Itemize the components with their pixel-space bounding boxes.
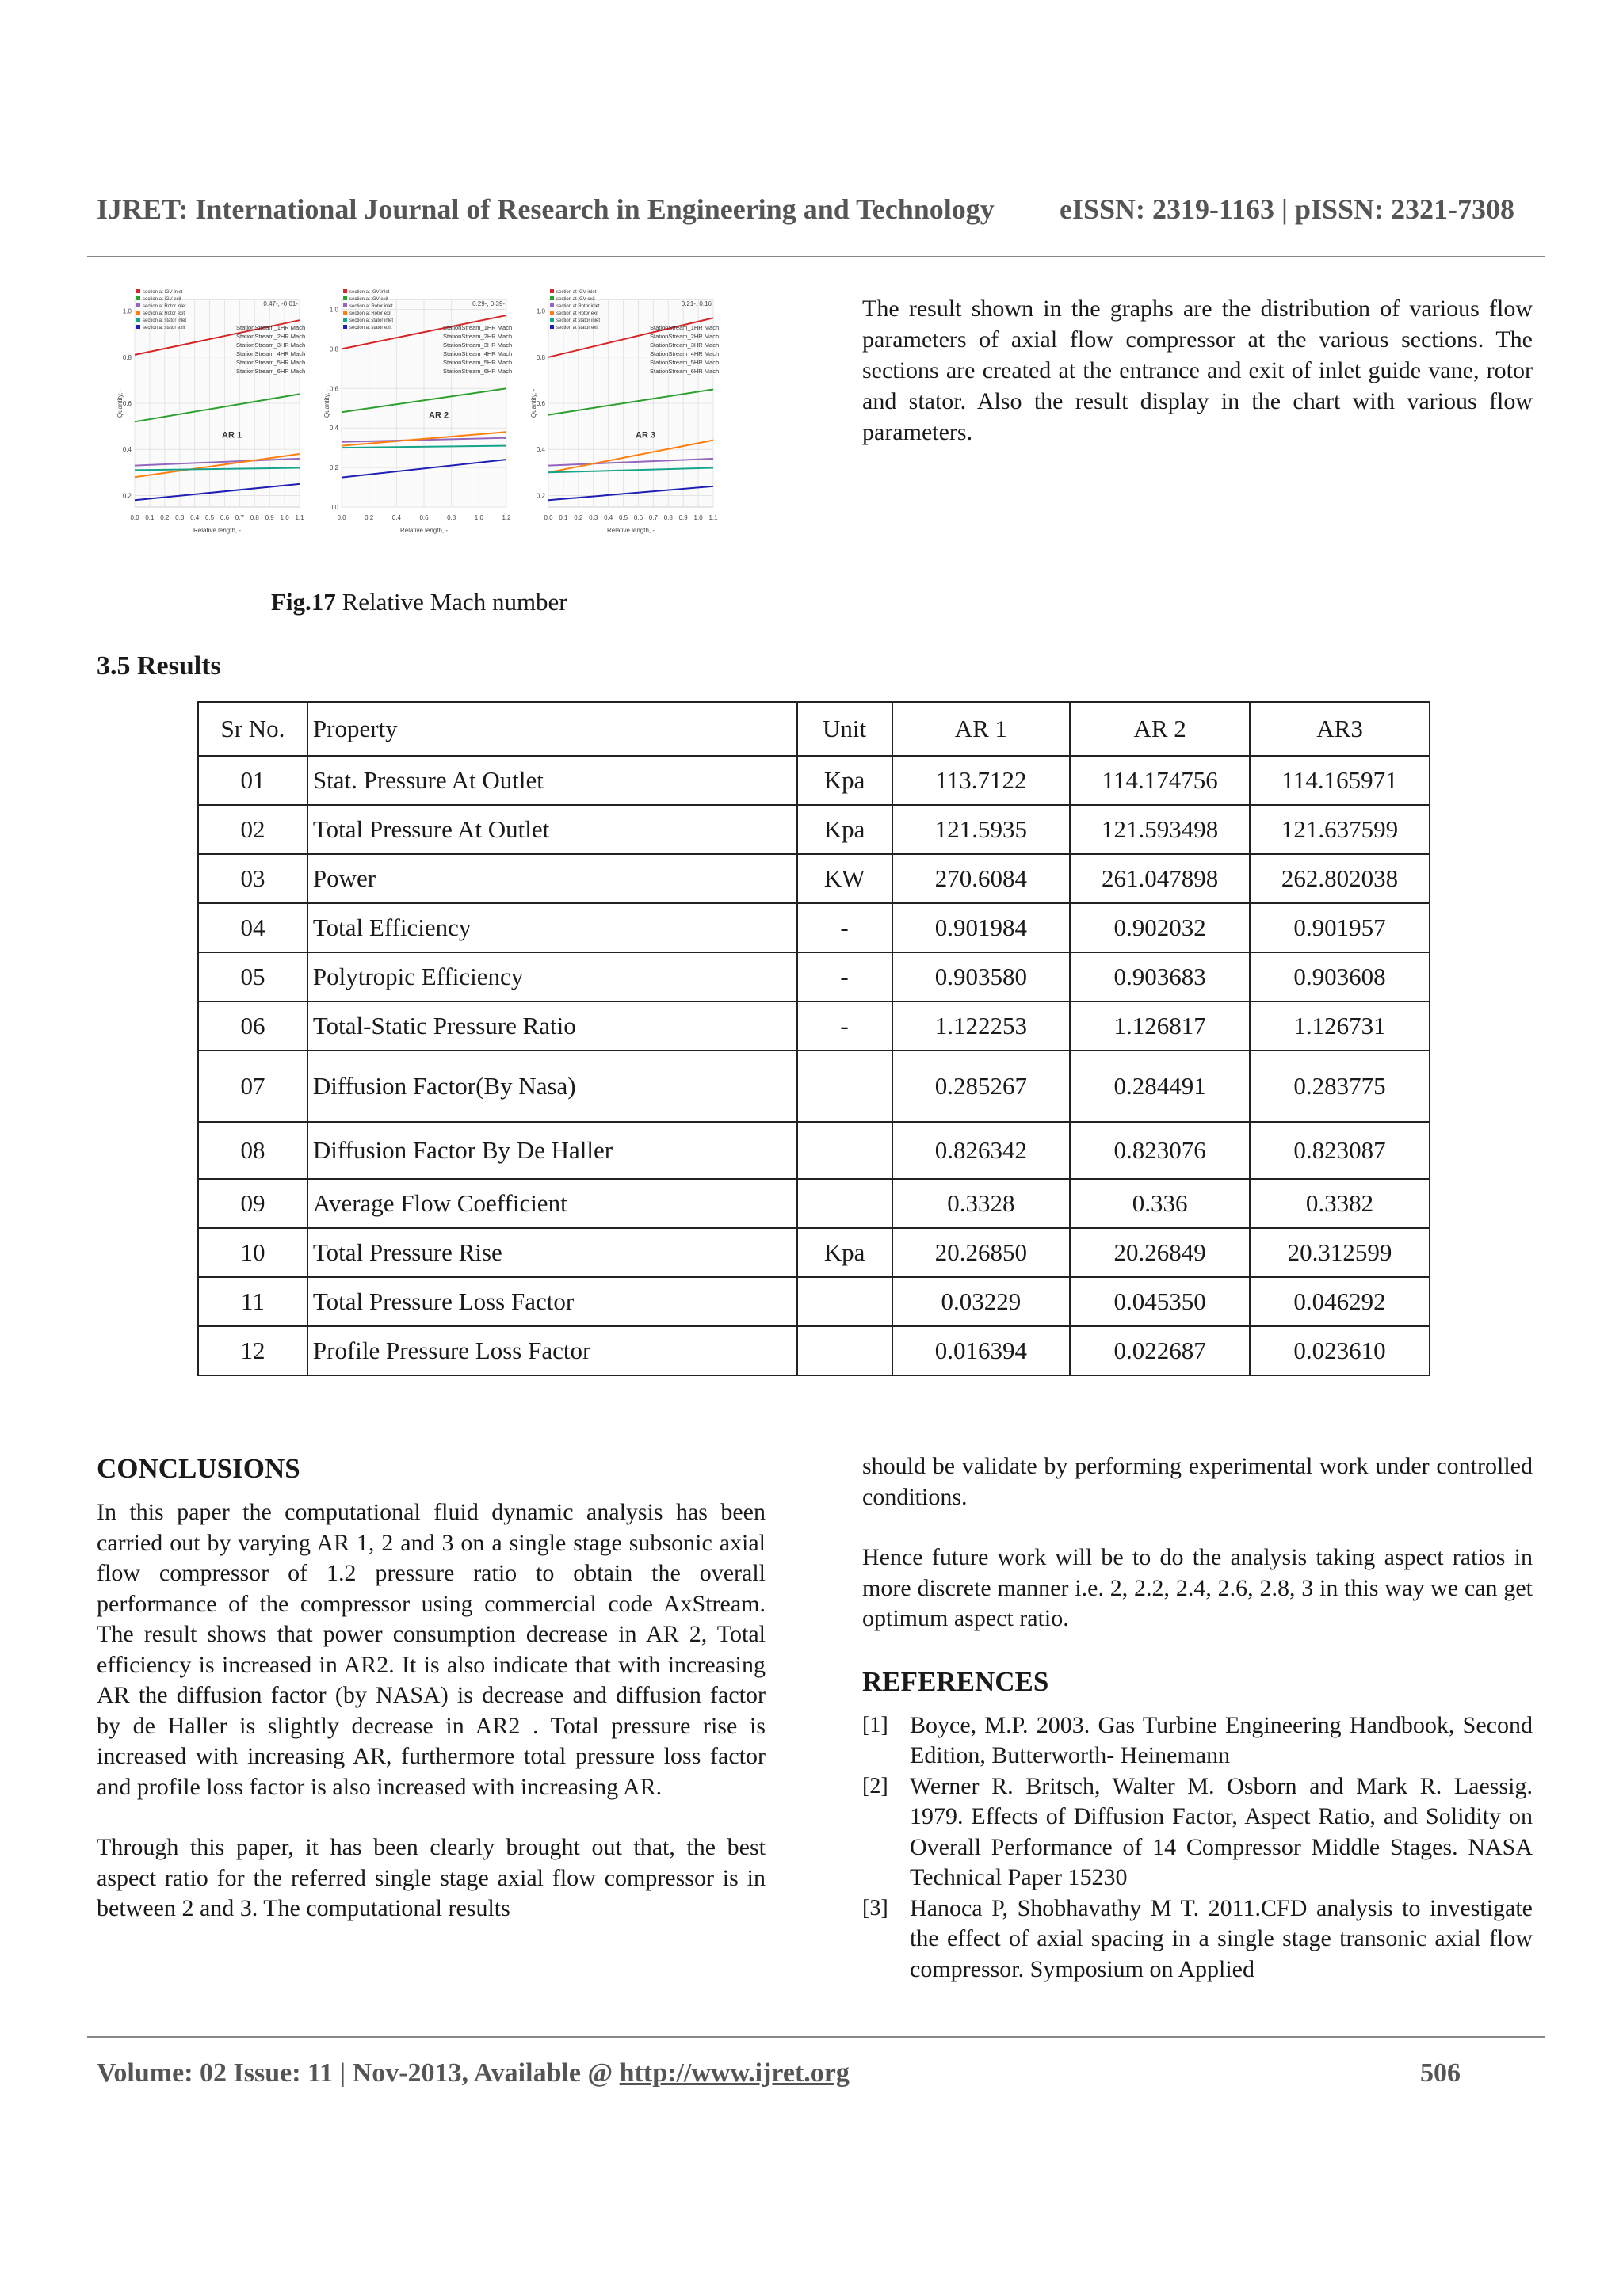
- y-axis-label: Quantity, -: [530, 388, 537, 418]
- stream-label: StationStream_1HR Mach: [650, 324, 720, 331]
- cell-ar1: 270.6084: [892, 854, 1071, 903]
- legend-label: section at stator exit: [143, 326, 185, 330]
- header-rule: [87, 256, 1545, 257]
- conclusions-paragraph-3: should be validate by performing experimental work under controlled conditions.: [862, 1453, 1533, 1510]
- corner-label: 0.29-, 0.39-: [472, 300, 505, 307]
- table-row: [198, 903, 1430, 952]
- x-tick-label: 0.4: [190, 514, 200, 521]
- chart-title: AR 1: [222, 430, 242, 441]
- legend-label: section at IGV inlet: [143, 290, 183, 295]
- y-tick-label: 0.6: [536, 400, 545, 407]
- cell-sr: 03: [198, 854, 307, 903]
- cell-ar2: 0.336: [1070, 1179, 1250, 1228]
- table-row: [198, 1122, 1430, 1179]
- y-tick-label: 0.4: [329, 425, 338, 433]
- x-tick-label: 0.8: [663, 514, 673, 521]
- footer: [97, 2058, 850, 2088]
- cell-ar3: 262.802038: [1250, 854, 1430, 903]
- cell-ar3: 0.3382: [1250, 1179, 1430, 1228]
- cell-unit: [797, 1051, 892, 1122]
- cell-ar1: 20.26850: [892, 1228, 1071, 1277]
- legend-swatch: [550, 318, 554, 322]
- legend-swatch: [550, 289, 554, 293]
- figure-caption: [271, 588, 567, 616]
- table-row: [198, 1326, 1430, 1375]
- cell-sr: 04: [198, 903, 307, 952]
- cell-sr: 08: [198, 1122, 307, 1179]
- stream-label: StationStream_6HR Mach: [443, 368, 513, 375]
- cell-ar2: 0.284491: [1070, 1051, 1250, 1122]
- cell-ar3: 0.901957: [1250, 903, 1430, 952]
- footer-link[interactable]: http://www.ijret.org: [619, 2058, 850, 2088]
- x-tick-label: 0.4: [391, 514, 401, 521]
- reference-item: [862, 1894, 1533, 1985]
- reference-text: Boyce, M.P. 2003. Gas Turbine Engineering Handbook, Second Edition, Butterworth- Heinemann: [910, 1711, 1533, 1768]
- figure-17-charts: [117, 284, 737, 545]
- cell-sr: 05: [198, 952, 307, 1001]
- cell-sr: 09: [198, 1179, 307, 1228]
- cell-unit: [797, 1179, 892, 1228]
- running-header: [97, 193, 1514, 226]
- col-header-unit: Unit: [797, 702, 892, 756]
- cell-unit: -: [797, 952, 892, 1001]
- x-tick-label: 0.0: [544, 514, 553, 521]
- figure-description: The result shown in the graphs are the distribution of various flow parameters of axial flow compressor at the various sections. The sections are created at the entrance and exit of inlet guide vane, rotor and stator. Also the result display in the chart with various flow parameters.: [862, 296, 1533, 445]
- reference-number: [1]: [862, 1712, 888, 1737]
- figure-caption-text: Relative Mach number: [335, 588, 567, 616]
- legend-swatch: [136, 325, 140, 329]
- legend-swatch: [343, 289, 347, 293]
- x-tick-label: 0.9: [265, 514, 274, 521]
- cell-ar3: 20.312599: [1250, 1228, 1430, 1277]
- x-tick-label: 0.0: [337, 514, 346, 521]
- cell-ar2: 0.045350: [1070, 1277, 1250, 1326]
- legend-label: section at IGV inlet: [349, 290, 390, 295]
- cell-ar2: 1.126817: [1070, 1001, 1250, 1051]
- y-tick-label: 1.0: [536, 307, 545, 315]
- cell-ar1: 1.122253: [892, 1001, 1071, 1051]
- stream-label: StationStream_2HR Mach: [236, 333, 306, 340]
- cell-unit: Kpa: [797, 756, 892, 805]
- x-tick-label: 0.8: [250, 514, 259, 521]
- cell-property: Polytropic Efficiency: [307, 952, 797, 1001]
- x-tick-label: 0.5: [204, 514, 215, 521]
- cell-sr: 10: [198, 1228, 307, 1277]
- right-column: [862, 1451, 1533, 1985]
- x-tick-label: 1.0: [280, 514, 289, 521]
- cell-ar3: 0.903608: [1250, 952, 1430, 1001]
- cell-property: Profile Pressure Loss Factor: [307, 1326, 797, 1375]
- results-table: [197, 701, 1430, 1376]
- x-tick-label: 0.6: [419, 514, 429, 521]
- legend-swatch: [343, 325, 347, 329]
- cell-ar1: 113.7122: [892, 756, 1071, 805]
- legend-label: section at stator exit: [556, 326, 599, 330]
- cell-property: Total-Static Pressure Ratio: [307, 1001, 797, 1051]
- cell-unit: Kpa: [797, 805, 892, 854]
- cell-property: Stat. Pressure At Outlet: [307, 756, 797, 805]
- legend-swatch: [136, 318, 140, 322]
- table-row: [198, 1179, 1430, 1228]
- cell-ar3: 0.046292: [1250, 1277, 1430, 1326]
- reference-number: [2]: [862, 1773, 888, 1798]
- results-heading: 3.5 Results: [97, 651, 221, 681]
- cell-sr: 12: [198, 1326, 307, 1375]
- legend-swatch: [136, 303, 140, 307]
- x-tick-label: 0.7: [235, 514, 244, 521]
- table-row: [198, 1051, 1430, 1122]
- table-row: [198, 805, 1430, 854]
- cell-ar2: 0.022687: [1070, 1326, 1250, 1375]
- table-row: [198, 952, 1430, 1001]
- chart-title: AR 2: [429, 410, 449, 421]
- y-tick-label: 0.6: [122, 400, 132, 407]
- cell-ar3: 121.637599: [1250, 805, 1430, 854]
- stream-label: StationStream_2HR Mach: [443, 333, 513, 340]
- x-tick-label: 0.0: [130, 514, 139, 521]
- cell-ar1: 0.03229: [892, 1277, 1071, 1326]
- cell-property: Total Pressure Loss Factor: [307, 1277, 797, 1326]
- x-tick-label: 0.6: [220, 514, 230, 521]
- x-tick-label: 1.1: [295, 514, 304, 521]
- cell-property: Total Pressure Rise: [307, 1228, 797, 1277]
- y-tick-label: 0.2: [536, 492, 545, 500]
- x-tick-label: 1.0: [474, 514, 483, 521]
- legend-label: section at Rotor inlet: [143, 304, 186, 309]
- footer-rule: [87, 2036, 1545, 2038]
- cell-ar1: 0.903580: [892, 952, 1071, 1001]
- y-tick-label: 0.2: [329, 464, 338, 472]
- legend-swatch: [343, 318, 347, 322]
- legend-label: section at IGV exit: [143, 297, 181, 302]
- x-tick-label: 0.3: [175, 514, 185, 521]
- x-tick-label: 1.2: [502, 514, 511, 521]
- cell-sr: 11: [198, 1277, 307, 1326]
- legend-swatch: [343, 303, 347, 307]
- legend-label: section at IGV exit: [349, 297, 388, 302]
- col-header-ar2: AR 2: [1070, 702, 1250, 756]
- legend-label: section at Rotor inlet: [556, 304, 600, 309]
- cell-ar1: 0.016394: [892, 1326, 1071, 1375]
- cell-ar1: 0.826342: [892, 1122, 1071, 1179]
- cell-unit: KW: [797, 854, 892, 903]
- conclusions-heading: CONCLUSIONS: [97, 1453, 300, 1484]
- x-tick-label: 0.2: [365, 514, 374, 521]
- x-tick-label: 0.1: [559, 514, 568, 521]
- corner-label: 0.21-, 0.16: [681, 300, 712, 307]
- x-tick-label: 0.3: [589, 514, 598, 521]
- legend-label: section at IGV inlet: [556, 290, 597, 295]
- conclusions-paragraph-1: In this paper the computational fluid dynamic analysis has been carried out by varying AR 1, 2 and 3 on a single stage subsonic axial flow compressor of 1.2 pressure ratio to obtain the overall performance of the compressor using commercial code AxStream. The result shows that power consumption decrease in AR 2, Total efficiency is increased in AR2. It is also indicate that with increasing AR the diffusion factor (by NASA) is decrease and diffusion factor by de Haller is slightly decrease in AR2 . Total pressure rise is increased with increasing AR, furthermore total pressure loss factor and profile loss factor is also increased with increasing AR.: [97, 1499, 766, 1800]
- x-tick-label: 0.9: [678, 514, 688, 521]
- y-tick-label: 0.0: [329, 504, 338, 511]
- legend-swatch: [343, 296, 347, 300]
- cell-property: Total Efficiency: [307, 903, 797, 952]
- cell-ar3: 0.823087: [1250, 1122, 1430, 1179]
- cell-ar3: 114.165971: [1250, 756, 1430, 805]
- legend-label: section at stator inlet: [556, 318, 601, 323]
- cell-ar2: 0.823076: [1070, 1122, 1250, 1179]
- stream-label: StationStream_2HR Mach: [650, 333, 720, 340]
- legend-label: section at Rotor exit: [349, 311, 392, 316]
- legend-swatch: [550, 311, 554, 315]
- cell-ar2: 114.174756: [1070, 756, 1250, 805]
- cell-property: Diffusion Factor(By Nasa): [307, 1051, 797, 1122]
- stream-label: StationStream_1HR Mach: [236, 324, 306, 331]
- table-row: [198, 756, 1430, 805]
- x-tick-label: 0.4: [604, 514, 613, 521]
- x-axis-label: Relative length, -: [606, 527, 655, 534]
- cell-property: Total Pressure At Outlet: [307, 805, 797, 854]
- cell-ar2: 0.903683: [1070, 952, 1250, 1001]
- y-tick-label: 0.4: [536, 446, 545, 454]
- legend-label: section at stator inlet: [349, 318, 394, 323]
- cell-unit: -: [797, 903, 892, 952]
- x-tick-label: 0.2: [574, 514, 583, 521]
- cell-ar3: 0.283775: [1250, 1051, 1430, 1122]
- stream-label: StationStream_5HR Mach: [236, 359, 306, 366]
- stream-label: StationStream_4HR Mach: [236, 350, 306, 357]
- y-tick-label: 0.8: [329, 345, 338, 353]
- cell-property: Power: [307, 854, 797, 903]
- footer-volume: Volume: 02 Issue: 11 | Nov-2013, Available @: [97, 2058, 620, 2088]
- legend-swatch: [136, 289, 140, 293]
- stream-label: StationStream_1HR Mach: [443, 324, 513, 331]
- cell-property: Average Flow Coefficient: [307, 1179, 797, 1228]
- reference-item: [862, 1772, 1533, 1894]
- cell-sr: 01: [198, 756, 307, 805]
- table-header-row: [198, 702, 1430, 756]
- chart-panel-1: [116, 289, 305, 534]
- y-axis-label: Quantity, -: [323, 388, 330, 418]
- cell-unit: -: [797, 1001, 892, 1051]
- stream-label: StationStream_6HR Mach: [650, 368, 720, 375]
- legend-swatch: [343, 311, 347, 315]
- x-tick-label: 0.1: [145, 514, 155, 521]
- cell-unit: [797, 1122, 892, 1179]
- cell-ar1: 0.901984: [892, 903, 1071, 952]
- y-axis-label: Quantity, -: [116, 388, 124, 418]
- figure-caption-label: Fig.17: [271, 588, 336, 616]
- x-tick-label: 1.1: [708, 514, 718, 521]
- legend-label: section at stator inlet: [143, 318, 187, 323]
- cell-ar2: 0.902032: [1070, 903, 1250, 952]
- cell-sr: 02: [198, 805, 307, 854]
- cell-ar3: 1.126731: [1250, 1001, 1430, 1051]
- reference-text: Werner R. Britsch, Walter M. Osborn and Mark R. Laessig. 1979. Effects of Diffusion Factor, Aspect Ratio, and Solidity on Overall Performance of 14 Compressor Middle Stages. NASA Technical Paper 15230: [910, 1772, 1533, 1890]
- legend-swatch: [550, 296, 554, 300]
- page-number: 506: [1420, 2058, 1461, 2088]
- left-column: [97, 1451, 766, 1955]
- issn-text: eISSN: 2319-1163 | pISSN: 2321-7308: [1060, 193, 1514, 225]
- x-tick-label: 0.8: [447, 514, 456, 521]
- legend-label: section at Rotor exit: [143, 311, 185, 316]
- x-tick-label: 1.0: [693, 514, 703, 521]
- legend-label: section at stator exit: [349, 326, 392, 330]
- legend-label: section at IGV exit: [556, 297, 595, 302]
- y-tick-label: 0.8: [122, 353, 132, 361]
- reference-number: [3]: [862, 1895, 888, 1920]
- legend-swatch: [550, 325, 554, 329]
- legend-swatch: [136, 311, 140, 315]
- y-tick-label: 1.0: [122, 307, 132, 315]
- cell-ar1: 0.285267: [892, 1051, 1071, 1122]
- cell-ar1: 0.3328: [892, 1179, 1071, 1228]
- corner-label: 0.47-, -0.01-: [263, 300, 298, 307]
- table-row: [198, 1277, 1430, 1326]
- table-row: [198, 1228, 1430, 1277]
- reference-item: [862, 1711, 1533, 1772]
- stream-label: StationStream_3HR Mach: [236, 341, 306, 349]
- x-tick-label: 0.7: [648, 514, 658, 521]
- table-row: [198, 1001, 1430, 1051]
- x-tick-label: 0.6: [633, 514, 643, 521]
- y-tick-label: 0.4: [122, 446, 132, 454]
- cell-ar2: 261.047898: [1070, 854, 1250, 903]
- stream-label: StationStream_3HR Mach: [650, 341, 720, 349]
- stream-label: StationStream_6HR Mach: [236, 368, 306, 375]
- stream-label: StationStream_3HR Mach: [443, 341, 513, 349]
- legend-label: section at Rotor inlet: [349, 304, 393, 309]
- cell-unit: [797, 1277, 892, 1326]
- cell-unit: [797, 1326, 892, 1375]
- conclusions-paragraph-2: Through this paper, it has been clearly brought out that, the best aspect ratio for the referred single stage axial flow compressor is in between 2 and 3. The computational results: [97, 1834, 766, 1921]
- legend-swatch: [136, 296, 140, 300]
- chart-panel-2: [323, 289, 512, 534]
- x-tick-label: 0.5: [618, 514, 628, 521]
- journal-title: IJRET: International Journal of Research in Engineering and Technology: [97, 193, 995, 225]
- stream-label: StationStream_5HR Mach: [650, 359, 720, 366]
- legend-label: section at Rotor exit: [556, 311, 599, 316]
- reference-text: Hanoca P, Shobhavathy M T. 2011.CFD analysis to investigate the effect of axial spacing in a single stage transonic axial flow compressor. Symposium on Applied: [910, 1894, 1533, 1982]
- conclusions-paragraph-4: Hence future work will be to do the analysis taking aspect ratios in more discrete manner i.e. 2, 2.2, 2.4, 2.6, 2.8, 3 in this way we can get optimum aspect ratio.: [862, 1544, 1533, 1631]
- references-list: [862, 1711, 1533, 1985]
- x-axis-label: Relative length, -: [399, 527, 449, 534]
- col-header-sr: Sr No.: [198, 702, 307, 756]
- stream-label: StationStream_5HR Mach: [443, 359, 513, 366]
- chart-panel-3: [530, 289, 719, 534]
- cell-unit: Kpa: [797, 1228, 892, 1277]
- y-tick-label: 0.6: [329, 385, 338, 393]
- table-row: [198, 854, 1430, 903]
- cell-ar2: 20.26849: [1070, 1228, 1250, 1277]
- y-tick-label: 1.0: [329, 306, 338, 314]
- cell-sr: 06: [198, 1001, 307, 1051]
- cell-sr: 07: [198, 1051, 307, 1122]
- references-heading: REFERENCES: [862, 1665, 1049, 1697]
- cell-ar3: 0.023610: [1250, 1326, 1430, 1375]
- y-tick-label: 0.2: [122, 492, 132, 500]
- x-axis-label: Relative length, -: [193, 527, 242, 534]
- chart-title: AR 3: [636, 430, 656, 441]
- cell-property: Diffusion Factor By De Haller: [307, 1122, 797, 1179]
- x-tick-label: 0.2: [160, 514, 170, 521]
- figure-17: [117, 284, 737, 545]
- stream-label: StationStream_4HR Mach: [443, 350, 513, 357]
- col-header-property: Property: [307, 702, 797, 756]
- legend-swatch: [550, 303, 554, 307]
- col-header-ar1: AR 1: [892, 702, 1071, 756]
- stream-label: StationStream_4HR Mach: [650, 350, 720, 357]
- cell-ar2: 121.593498: [1070, 805, 1250, 854]
- cell-ar1: 121.5935: [892, 805, 1071, 854]
- y-tick-label: 0.8: [536, 353, 545, 361]
- col-header-ar3: AR3: [1250, 702, 1430, 756]
